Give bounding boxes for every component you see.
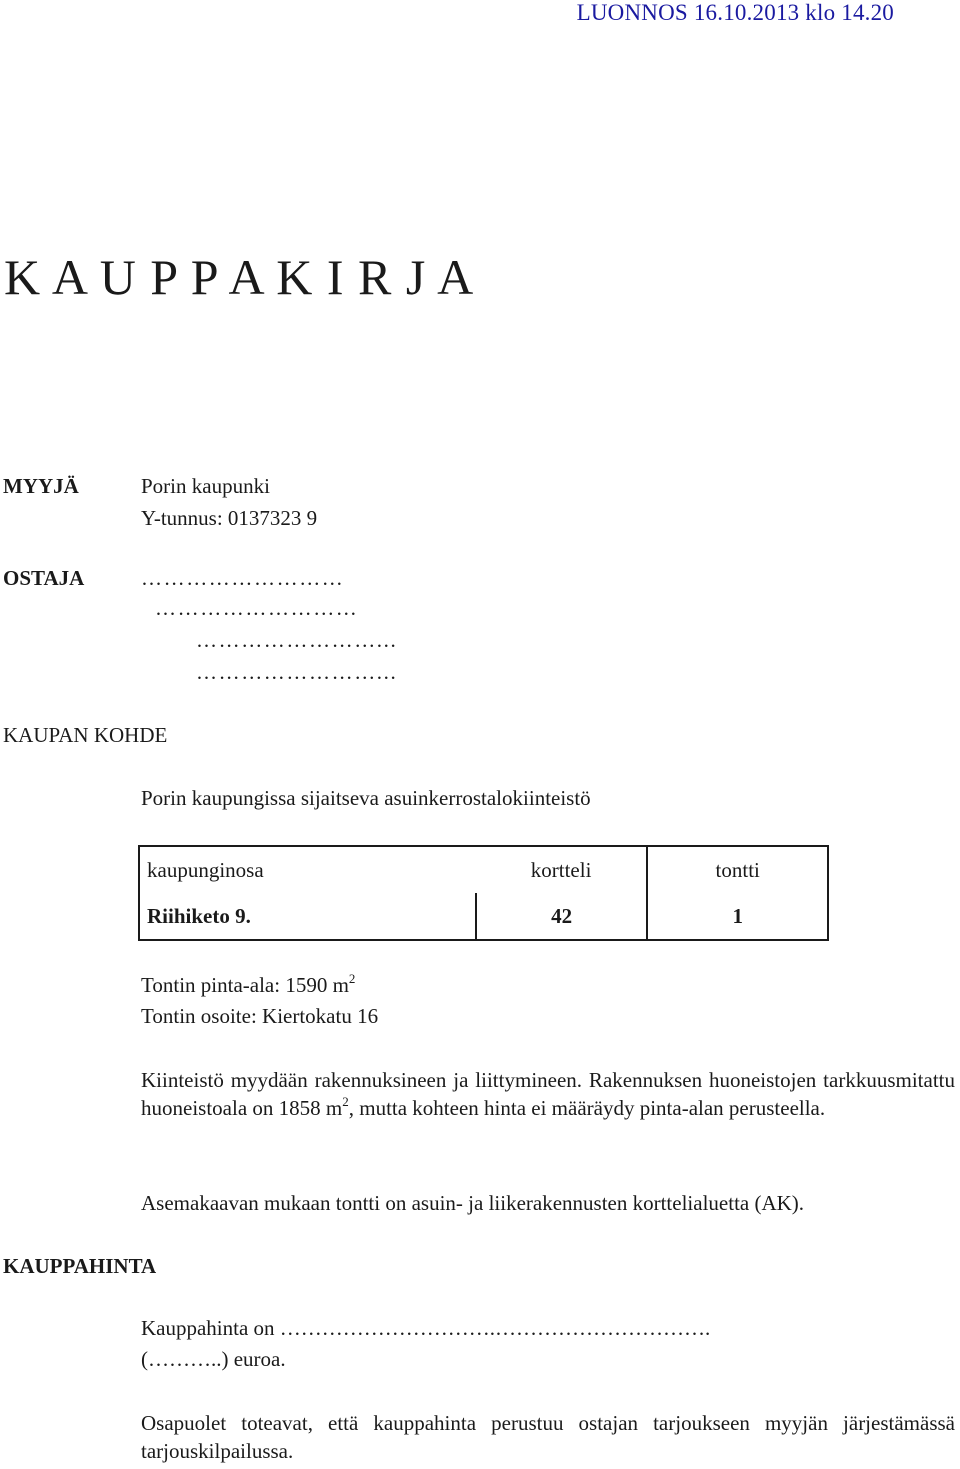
buyer-line-2: ……………………… — [155, 596, 359, 620]
sale-scope-text-1: Kiinteistö myydään rakennuksineen ja liittymineen. Rakennuksen huoneistojen tarkkuusmitattu huoneistoala on 1858 m — [141, 1068, 955, 1120]
seller-name: Porin kaupunki — [141, 474, 270, 498]
value-district: Riihiketo 9. — [139, 893, 476, 940]
price-label: KAUPPAHINTA — [3, 1254, 157, 1278]
property-table — [138, 845, 829, 941]
sale-scope-paragraph — [141, 1066, 955, 1122]
buyer-label: OSTAJA — [3, 566, 85, 590]
draft-timestamp: LUONNOS 16.10.2013 klo 14.20 — [576, 0, 894, 25]
property-table-value-row — [139, 893, 828, 940]
plot-address: Tontin osoite: Kiertokatu 16 — [141, 1004, 379, 1028]
seller-label: MYYJÄ — [3, 474, 79, 498]
sale-scope-sup: 2 — [342, 1094, 349, 1109]
zoning-paragraph: Asemakaavan mukaan tontti on asuin- ja liikerakennusten korttelialuetta (AK). — [141, 1191, 805, 1215]
document-title: K A U P P A K I R J A — [4, 249, 475, 305]
sale-scope-text-2: , mutta kohteen hinta ei määräydy pinta-alan perusteella. — [348, 1096, 826, 1120]
plot-area-text: Tontin pinta-ala: 1590 m — [141, 973, 349, 997]
price-basis-paragraph: Osapuolet toteavat, että kauppahinta perustuu ostajan tarjoukseen myyjän järjestämässä tarjouskilpailussa. — [141, 1411, 955, 1463]
buyer-line-4: ……………………... — [196, 660, 398, 684]
header-block: kortteli — [476, 846, 648, 893]
property-table-header-row — [139, 846, 828, 893]
price-line-2: (………..) euroa. — [141, 1347, 286, 1371]
plot-area-unit-sup: 2 — [348, 971, 356, 986]
seller-business-id: Y-tunnus: 0137323 9 — [141, 506, 318, 530]
value-plot: 1 — [647, 893, 828, 940]
subject-description: Porin kaupungissa sijaitseva asuinkerrostalokiinteistö — [141, 786, 591, 810]
header-district: kaupunginosa — [139, 846, 476, 893]
price-line-1: Kauppahinta on ………………………….…………………………. — [141, 1316, 711, 1340]
plot-area — [141, 973, 355, 998]
header-plot: tontti — [647, 846, 828, 893]
buyer-line-1: ……………………… — [141, 566, 345, 590]
value-block: 42 — [476, 893, 648, 940]
buyer-line-3: ……………………... — [196, 628, 398, 652]
subject-label: KAUPAN KOHDE — [3, 723, 168, 747]
